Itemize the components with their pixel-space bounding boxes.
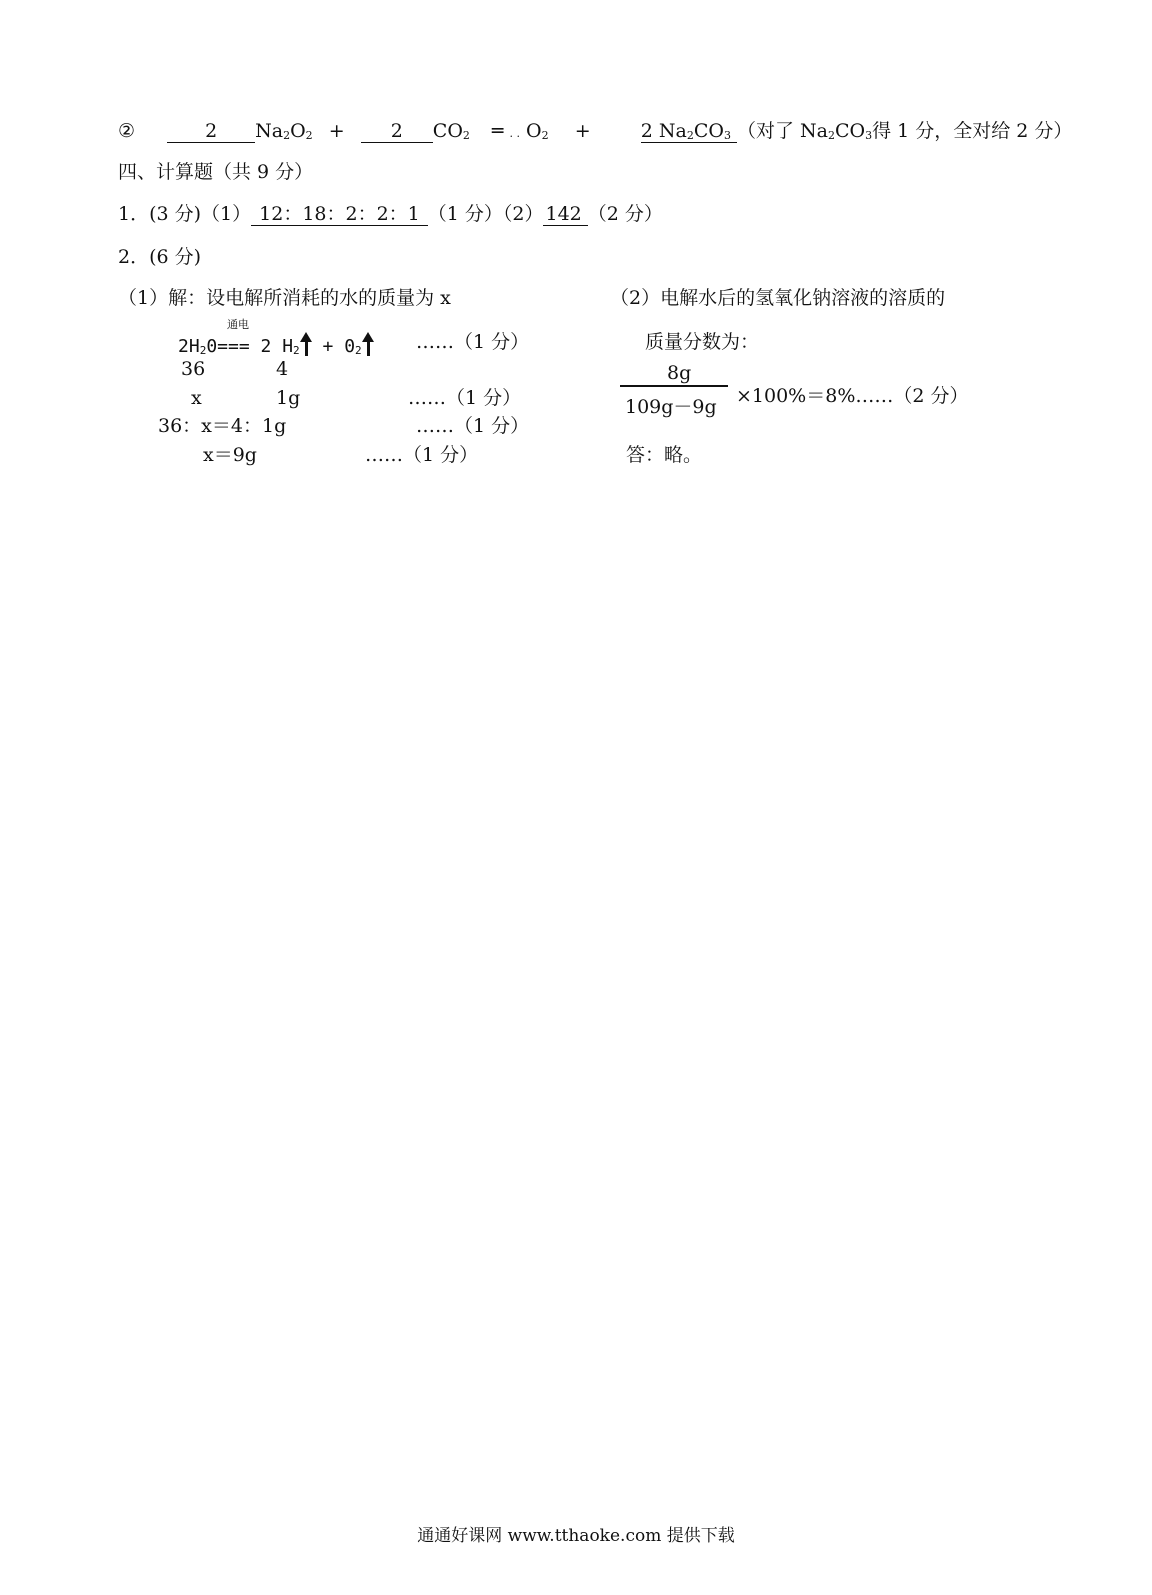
question-1 <box>118 205 663 226</box>
hydrogen-mass: 1g <box>276 387 301 409</box>
score-1: （1 分）（2） <box>427 203 544 225</box>
fraction-bar <box>620 385 728 387</box>
part2-line1: （2）电解水后的氢氧化钠溶液的溶质的 <box>610 287 946 309</box>
electrolysis-equation: $2H_20=== 2$ $H_2 + 0_2$ <box>178 332 374 356</box>
row3-score: ……（1 分） <box>408 387 522 409</box>
answer-ratio: 12：18：2：2：1 <box>251 205 428 226</box>
gas-arrow-up-icon <box>300 332 312 356</box>
question-1-prefix: 1．(3 分)（1） <box>118 203 252 225</box>
molar-mass-hydrogen: 4 <box>276 358 289 380</box>
blank-coefficient-2: 2 <box>361 122 433 143</box>
condition-label: 通电 <box>227 318 249 331</box>
fraction-denominator: 109g－9g <box>625 396 717 418</box>
row5-score: ……（1 分） <box>365 444 479 466</box>
proportion: 36：x＝4：1g <box>158 415 287 437</box>
score-2: （2 分） <box>587 203 663 225</box>
fraction-numerator: 8g <box>667 362 692 384</box>
result-x: x＝9g <box>203 444 257 466</box>
percentage-result: ×100%＝8%……（2 分） <box>736 385 969 407</box>
blank-na2co3: 2 $Na_2CO_3$ <box>641 122 737 143</box>
part1-intro: （1）解：设电解所消耗的水的质量为 x <box>118 287 451 309</box>
equation-score: ……（1 分） <box>416 331 530 353</box>
species-o2: $O_2$ <box>526 120 549 142</box>
gas-arrow-up-icon <box>362 332 374 356</box>
equation-line <box>118 122 1072 143</box>
species-co2: $CO_2$ <box>432 120 470 142</box>
circled-number: ② <box>118 120 136 142</box>
row4-score: ……（1 分） <box>416 415 530 437</box>
blank-dots: . . <box>509 127 520 140</box>
molar-mass-water: 36 <box>181 358 206 380</box>
equals-sign: ═ <box>492 120 504 142</box>
question-2-title: 2．(6 分) <box>118 246 202 268</box>
plus-sign-2: + <box>574 120 591 142</box>
unknown-x: x <box>191 387 202 409</box>
scoring-note: （对了 $Na_2CO_3$得 1 分，全对给 2 分） <box>736 120 1073 142</box>
species-na2o2: $Na_2O_2$ <box>255 120 313 142</box>
section-title: 四、计算题（共 9 分） <box>118 161 314 183</box>
plus-sign: + <box>328 120 345 142</box>
footer-source: 通通好课网 www.tthaoke.com 提供下载 <box>417 1526 735 1546</box>
blank-coefficient-1: 2 <box>167 122 255 143</box>
answer-molar-mass: 142 <box>543 205 587 226</box>
answer-omitted: 答：略。 <box>626 444 703 466</box>
part2-line2: 质量分数为： <box>645 331 760 353</box>
